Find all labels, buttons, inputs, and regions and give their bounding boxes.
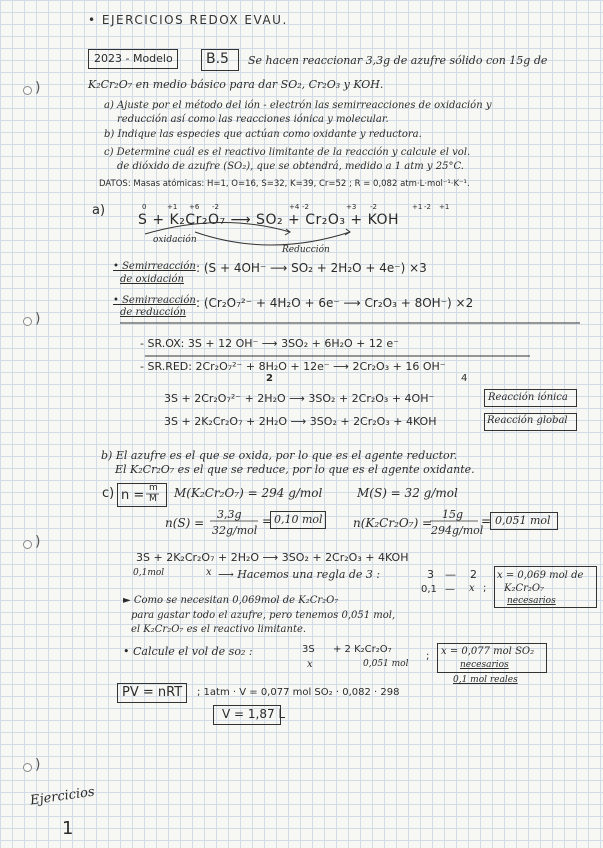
vol-x: x [307,659,313,670]
problem-source: 2023 - Modelo [94,52,173,65]
ionic-tag: Reacción iónica [488,392,568,403]
nk-num: 15g [442,508,464,521]
vol-result-2: necesarios [460,660,509,670]
statement-line: K₂Cr₂O₇ en medio básico para dar SO₂, Cr₂O₃ y KOH. [88,78,384,91]
ox-num: +1 [412,203,423,211]
semi-ox-equation: : (S + 4OH⁻ ⟶ SO₂ + 2H₂O + 4e⁻) ×3 [196,261,427,275]
part-b-line-2: El K₂Cr₂O₇ es el que se reduce, por lo que es el agente oxidante. [115,463,475,476]
reduction-label: Reducción [282,245,330,255]
rule-01: 0,1 [421,584,437,595]
part-c-label: c) [102,486,115,501]
rule-semicolon: ; [483,583,487,594]
vol-label: • Calcule el vol de so₂ : [123,645,253,658]
datos: DATOS: Masas atómicas: H=1, O=16, S=32, K=39, Cr=52 ; R = 0,082 atm·L·mol⁻¹·K⁻¹. [99,179,470,189]
conclusion-line-2: para gastar todo el azufre, pero tenemos 0,051 mol, [131,610,396,621]
semi-ox-label: • Semirreacción [113,261,196,272]
ox-num: -2 [370,203,377,211]
vol-result-3: 0,1 mol reales [453,675,518,685]
part-b-line: b) El azufre es el que se oxida, por lo que es el agente reductor. [101,449,458,462]
semi-ox-label-2: de oxidación [120,274,184,285]
question-c-cont: de dióxido de azufre (SO₂), que se obtendrá, medido a 1 atm y 25°C. [117,161,464,172]
vol-2k: + 2 K₂Cr₂O₇ [333,644,392,655]
main-reaction: S + K₂Cr₂O₇ ⟶ SO₂ + Cr₂O₃ + KOH [138,212,400,228]
semi-red-label-2: de reducción [120,307,186,318]
rule-text: ⟶ Hacemos una regla de 3 : [218,568,381,581]
rule-x: x [206,567,212,578]
question-b: b) Indique las especies que actúan como oxidante y reductora. [104,129,422,140]
vol-result: x = 0,077 mol SO₂ [441,646,535,657]
molecular-tag: Reacción global [487,415,568,426]
ox-num: -2 [424,203,431,211]
equals: = [481,514,492,528]
nk-label: n(K₂Cr₂O₇) = [353,516,433,530]
ns-num: 3,3g [217,508,242,521]
sr-red: - SR.RED: 2Cr₂O₇²⁻ + 8H₂O + 12e⁻ ⟶ 2Cr₂O₃ + 16 OH⁻ [140,360,446,373]
statement-line: Se hacen reaccionar 3,3g de azufre sólido con 15g de [248,54,548,67]
rule-dash: — [445,584,455,595]
v-result: V = 1,87 L [222,707,286,721]
binder-mark: ) [35,311,41,327]
rule-x2: x [469,583,475,594]
rule-mol: 0,1mol [133,568,165,578]
ns-label: n(S) = [165,516,205,530]
ox-num: +3 [346,203,357,211]
semi-red-label: • Semirreacción [113,295,196,306]
nk-den: 294g/mol [431,524,484,537]
ns-result: 0,10 mol [274,513,323,526]
ox-num: -2 [212,203,219,211]
pv-calc: ; 1atm · V = 0,077 mol SO₂ · 0,082 · 298 [197,687,400,698]
vol-0051: 0,051 mol [363,659,409,669]
question-a-cont: reducción así como las reacciones iónica y molecular. [117,114,389,125]
pv-nrt: PV = nRT [122,685,183,700]
rule-3: 3 [427,568,434,581]
rule-result-2: K₂Cr₂O₇ [504,583,545,594]
ionic-reaction: 3S + 2Cr₂O₇²⁻ + 2H₂O ⟶ 3SO₂ + 2Cr₂O₃ + 4OH⁻ [164,392,435,405]
footer-label: Ejercicios [29,784,96,809]
rule-result-3: necesarios [507,596,556,606]
oxidation-label: oxidación [153,235,197,245]
page-title: • EJERCICIOS REDOX EVAU. [88,13,288,27]
binder-mark: ) [35,80,41,96]
equation-repeat: 3S + 2K₂Cr₂O₇ + 2H₂O ⟶ 3SO₂ + 2Cr₂O₃ + 4KOH [136,551,409,564]
n-formula-num: m [149,483,158,493]
equals: = [262,514,273,528]
ns-den: 32g/mol [212,524,258,537]
vol-3s: 3S [302,644,315,655]
ox-num: 0 [142,203,147,211]
page-number: 1 [62,818,74,839]
sr-red-simplified: 4 [461,373,468,384]
ox-num: +4 [289,203,300,211]
molar-mass-dichromate: M(K₂Cr₂O₇) = 294 g/mol [174,486,323,500]
rule-result: x = 0,069 mol de [497,570,584,581]
n-formula: n = [121,488,145,503]
binder-mark: ) [35,757,41,773]
molar-mass-sulfur: M(S) = 32 g/mol [357,486,458,500]
conclusion-line: ► Como se necesitan 0,069mol de K₂Cr₂O₇ [123,595,339,606]
rule-dash: — [445,568,456,581]
ox-num: +1 [167,203,178,211]
vol-semicolon: ; [426,651,430,662]
conclusion-line-3: el K₂Cr₂O₇ es el reactivo limitante. [131,624,307,635]
sr-ox: - SR.OX: 3S + 12 OH⁻ ⟶ 3SO₂ + 6H₂O + 12 e⁻ [140,337,399,350]
n-formula-den: M [149,494,157,504]
sr-red-simplified: 2 [266,373,273,384]
rule-2: 2 [470,568,477,581]
ox-num: +6 [189,203,200,211]
question-a: a) Ajuste por el método del ión - electrón las semirreacciones de oxidación y [104,100,492,111]
ox-num: -2 [302,203,309,211]
problem-number: B.5 [206,51,229,67]
question-c: c) Determine cuál es el reactivo limitante de la reacción y calcule el vol. [104,147,471,158]
ox-num: +1 [439,203,450,211]
part-a-label: a) [92,203,106,218]
binder-mark: ) [35,534,41,550]
nk-result: 0,051 mol [495,514,551,527]
semi-red-equation: : (Cr₂O₇²⁻ + 4H₂O + 6e⁻ ⟶ Cr₂O₃ + 8OH⁻) ×2 [196,296,474,310]
molecular-reaction: 3S + 2K₂Cr₂O₇ + 2H₂O ⟶ 3SO₂ + 2Cr₂O₃ + 4KOH [164,415,437,428]
